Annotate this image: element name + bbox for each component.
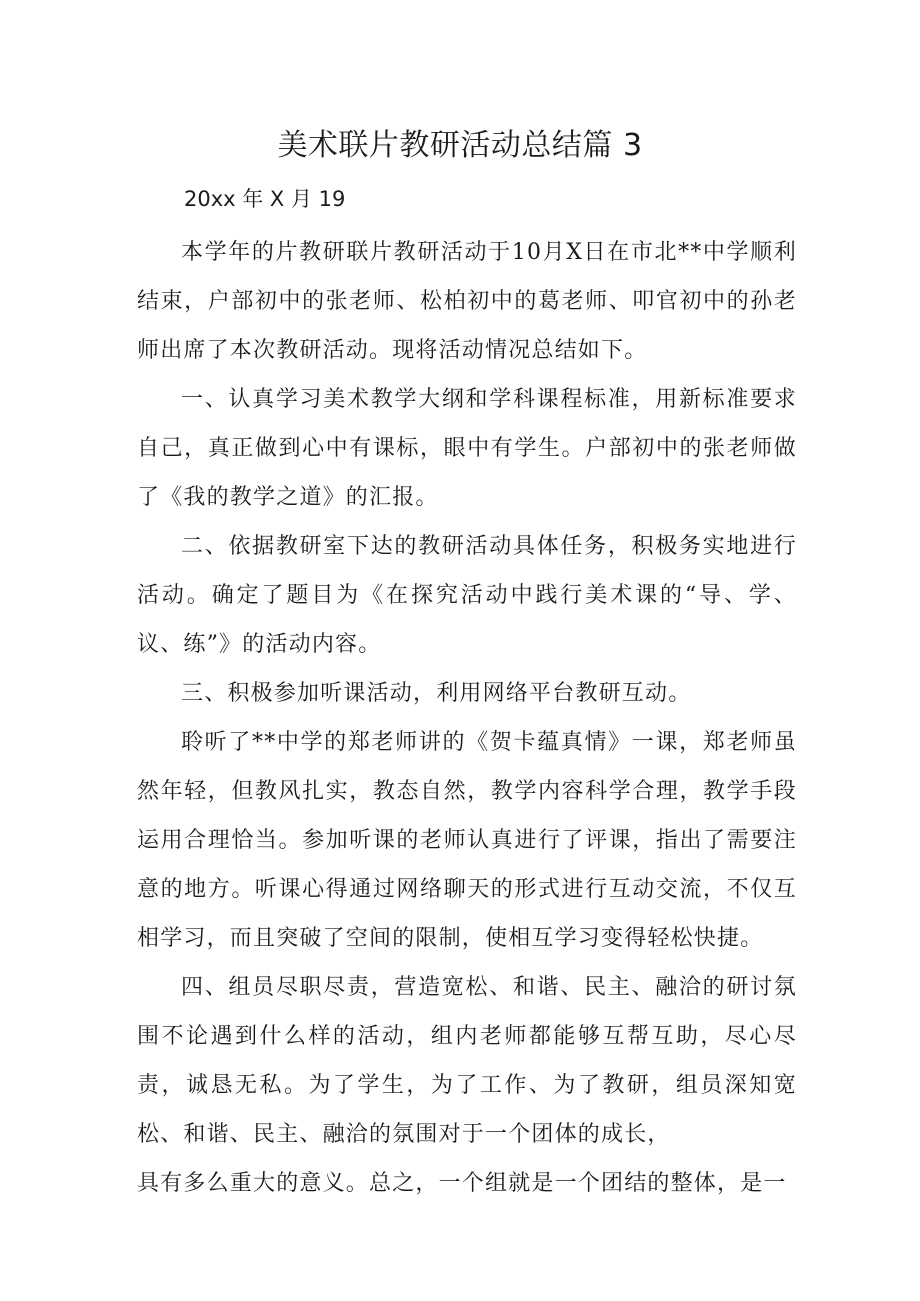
document-date: 20xx 年 X 月 19 [184, 187, 346, 211]
paragraph-intro: 本学年的片教研联片教研活动于10月X日在市北**中学顺利结束，户部初中的张老师、松柏初中的葛老师、叩官初中的孙老师出席了本次教研活动。现将活动情况总结如下。 [137, 240, 797, 363]
paragraph-continuation: 具有多么重大的意义。总之，一个组就是一个团结的整体，是一 [137, 1171, 787, 1196]
paragraph-section-4: 四、组员尽职尽责，营造宽松、和谐、民主、融洽的研讨氛围不论遇到什么样的活动，组内老师都能够互帮互助，尽心尽责，诚恳无私。为了学生，为了工作、为了教研，组员深知宽松、和谐、民主、融洽的氛围对于一个团体的成长， [137, 975, 797, 1147]
document-title: 美术联片教研活动总结篇 3 [277, 128, 643, 163]
paragraph-section-3-detail: 聆听了**中学的郑老师讲的《贺卡蕴真情》一课，郑老师虽然年轻，但教风扎实，教态自然，教学内容科学合理，教学手段运用合理恰当。参加听课的老师认真进行了评课，指出了需要注意的地方。听课心得通过网络聊天的形式进行互动交流，不仅互相学习，而且突破了空间的限制，使相互学习变得轻松快捷。 [137, 730, 797, 951]
paragraph-section-3: 三、积极参加听课活动，利用网络平台教研互动。 [181, 681, 692, 706]
document-body [137, 228, 797, 1208]
paragraph-section-2: 二、依据教研室下达的教研活动具体任务，积极务实地进行活动。确定了题目为《在探究活动中践行美术课的“导、学、议、练”》的活动内容。 [137, 534, 797, 657]
paragraph-section-1: 一、认真学习美术教学大纲和学科课程标准，用新标准要求自己，真正做到心中有课标，眼中有学生。户部初中的张老师做了《我的教学之道》的汇报。 [137, 387, 797, 510]
